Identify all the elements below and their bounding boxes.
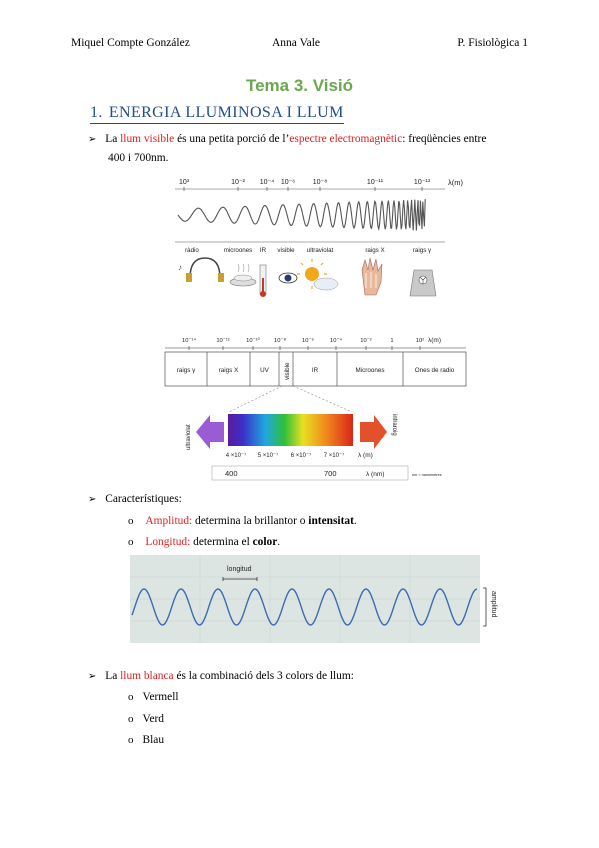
fig1-band-label: ultraviolat: [306, 247, 334, 254]
term-visible-light: llum visible: [120, 133, 175, 145]
nuclear-plant-icon: [410, 270, 436, 296]
section-heading: [90, 104, 344, 124]
uv-side-label: ultraviolat: [186, 424, 192, 450]
fig2-cell-label: visible: [284, 362, 291, 380]
xray-hand-icon: [362, 258, 382, 295]
scale-value: 7 ×10⁻⁷: [323, 453, 345, 459]
fig1-band-label: IR: [259, 247, 267, 254]
svg-text:♪: ♪: [178, 263, 182, 272]
fig2-exponent: 10⁻¹⁴: [182, 338, 196, 344]
section-number: 1.: [90, 104, 103, 121]
fig2-exponent: 10⁻⁶: [302, 338, 314, 344]
wavelength-item: o Longitud: determina el color.: [128, 536, 281, 548]
eye-icon: [279, 273, 297, 283]
nm-end: 700: [324, 469, 337, 478]
fig1-exponent: 10³: [178, 179, 190, 186]
arrow-bullet-icon: ➢: [88, 494, 97, 505]
fig2-exponent: 10⁻⁴: [330, 338, 342, 344]
arrow-bullet-icon: ➢: [88, 134, 97, 145]
fig2-cell-label: Ones de radio: [414, 367, 455, 374]
page-title: Tema 3. Visió: [245, 76, 354, 95]
color-item-green: o Verd: [128, 713, 165, 725]
sun-cloud-icon: [297, 259, 338, 290]
fig2-exponent: 10²: [415, 338, 425, 344]
arrow-bullet-icon: ➢: [88, 671, 97, 682]
thermometer-icon: [260, 265, 266, 297]
scale-unit: λ (m): [358, 452, 373, 459]
fig2-cell-label: raigs γ: [176, 367, 196, 374]
fig1-band-label: raigs X: [365, 247, 385, 254]
fig2-cell-label: raigs X: [218, 367, 239, 374]
ir-arrow-icon: [360, 415, 387, 449]
amplitude-label: amplitud: [490, 591, 497, 618]
scale-value: 5 ×10⁻⁷: [257, 453, 279, 459]
color-item-blue: o Blau: [128, 734, 165, 746]
white-light-item: ➢ La llum blanca és la combinació dels 3 colors de llum:: [88, 670, 354, 682]
headphones-icon: [178, 258, 224, 282]
scale-value: 6 ×10⁻⁷: [290, 453, 312, 459]
paragraph-visible-light: ➢ La llum visible és una petita porció de l’espectre electromagnètic: freqüències entre 400 i 700nm.: [88, 133, 487, 164]
spectrum-scale-figure: [162, 330, 474, 490]
fig2-exponent: 10⁻¹²: [216, 338, 230, 344]
fig1-exponent: 10⁻⁸: [312, 179, 328, 186]
color-item-red: o Vermell: [128, 691, 179, 703]
fig2-exponent: 10⁻⁸: [274, 338, 286, 344]
header-author1: Miquel Compte González: [71, 37, 190, 49]
header-author2: Anna Vale: [272, 37, 321, 49]
wavelength-label: longitud: [227, 566, 252, 573]
section-title: ENERGIA LLUMINOSA I LLUM: [108, 104, 344, 121]
wave-figure: [130, 555, 510, 645]
fig1-band-label: ràdio: [185, 247, 199, 254]
fig1-band-label: microones: [223, 247, 253, 254]
fig2-unit: λ(m): [428, 337, 441, 344]
ir-side-label: infraroig: [391, 414, 397, 436]
fig2-exponent: 1: [390, 338, 394, 344]
nm-start: 400: [225, 469, 238, 478]
fig1-exponent: 10⁻⁶: [280, 179, 296, 186]
term-em-spectrum: espectre electromagnètic: [289, 133, 403, 145]
visible-rainbow: [228, 414, 353, 446]
fig1-exponent: 10⁻¹¹: [366, 179, 384, 186]
fig1-band-label: visible: [277, 247, 295, 254]
nm-unit: λ (nm): [366, 471, 385, 478]
microwave-dish-icon: [230, 264, 256, 286]
fig2-exponent: 10⁻²: [360, 338, 372, 344]
fig1-unit: λ(m): [448, 178, 463, 187]
header-subject: P. Fisiològica 1: [457, 37, 528, 49]
fig1-band-label: raigs γ: [412, 247, 432, 254]
em-spectrum-figure: [170, 170, 470, 300]
fig1-exponent: 10⁻²: [231, 179, 245, 186]
fig2-cell-label: Microones: [355, 367, 385, 374]
term-white-light: llum blanca: [120, 670, 174, 682]
fig2-exponent: 10⁻¹⁰: [246, 338, 260, 344]
characteristics-item: ➢ Característiques:: [88, 493, 182, 505]
uv-arrow-icon: [196, 415, 224, 449]
amplitude-item: o Amplitud: determina la brillantor o intensitat.: [128, 515, 357, 527]
nm-note: nm = nanòmetres: [412, 473, 442, 477]
scale-value: 4 ×10⁻⁷: [225, 453, 247, 459]
fig1-exponent: 10⁻⁴: [259, 179, 275, 186]
fig1-exponent: 10⁻¹³: [413, 179, 431, 186]
fig2-cell-label: UV: [260, 367, 269, 374]
fig2-cell-label: IR: [311, 367, 319, 374]
